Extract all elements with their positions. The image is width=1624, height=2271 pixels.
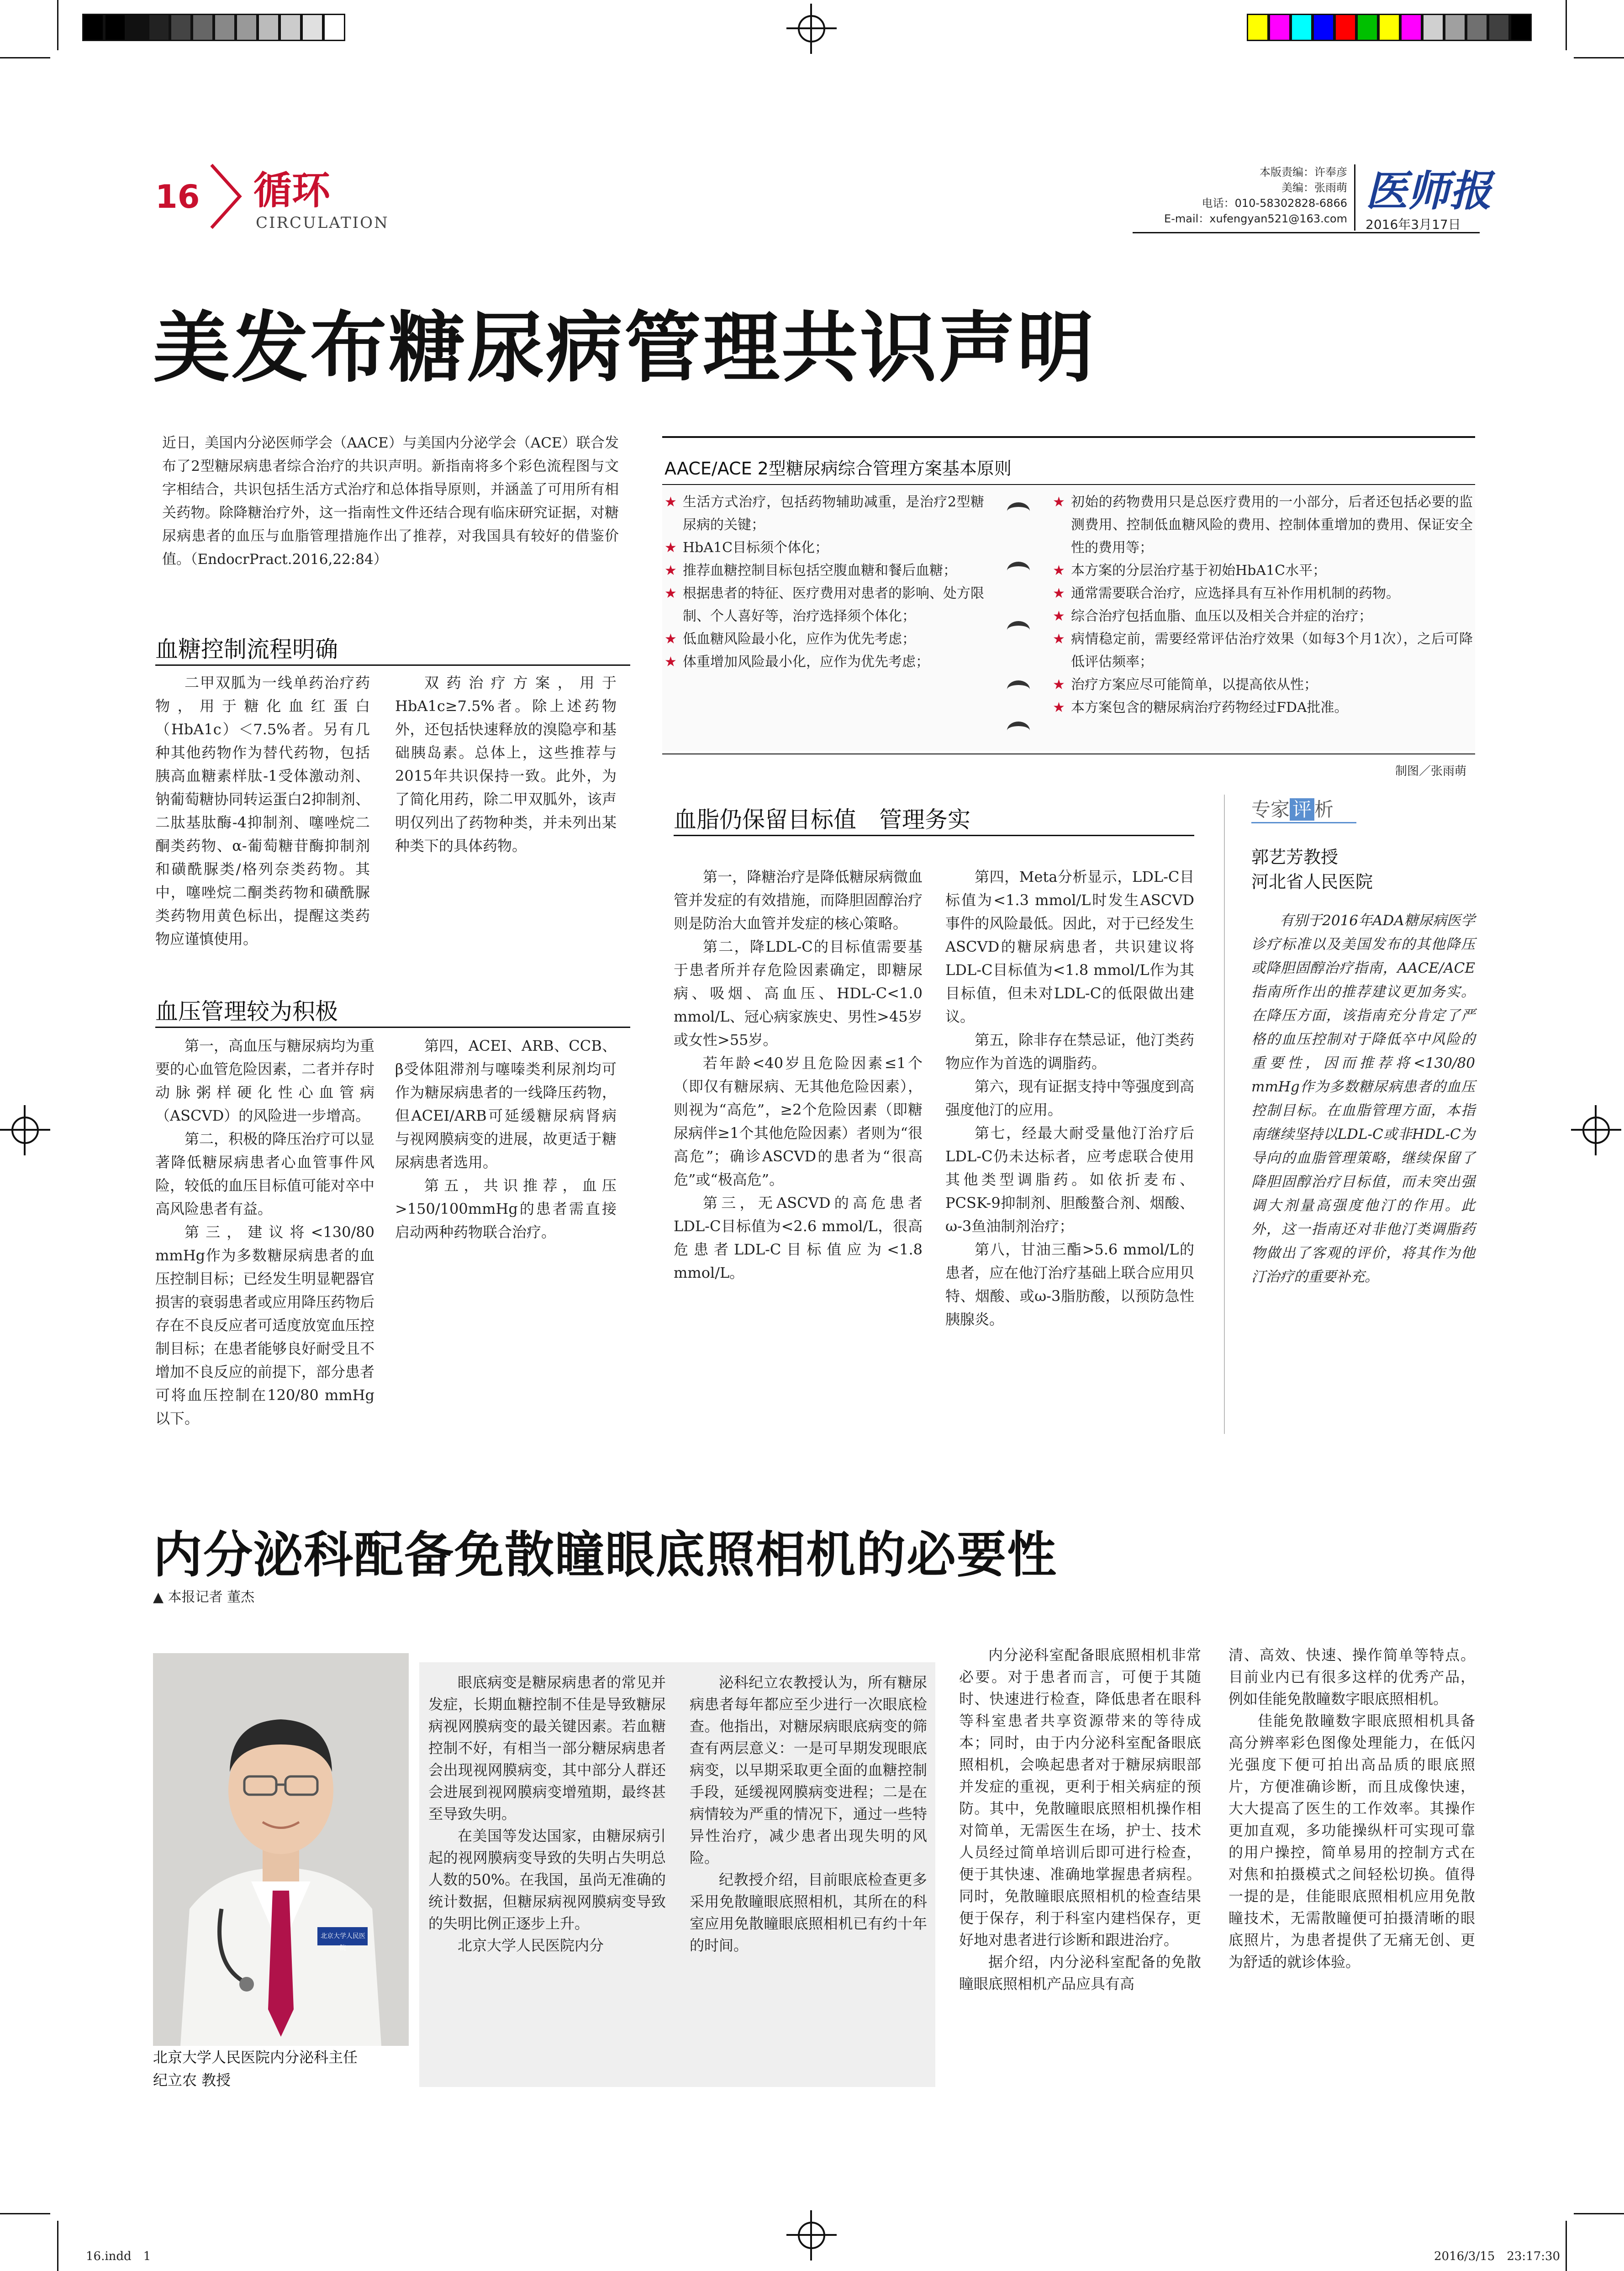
- crop-mark: [1574, 57, 1624, 58]
- page-number: 16: [155, 178, 200, 216]
- color-swatch: [1269, 14, 1291, 41]
- color-swatch: [1247, 14, 1269, 41]
- section-title: 循环: [253, 168, 331, 213]
- color-swatch: [1444, 14, 1466, 41]
- ring-binder-icon: [1007, 621, 1030, 639]
- crop-mark: [57, 0, 58, 50]
- crop-mark: [1574, 2213, 1624, 2214]
- principle-item: ★ HbA1C目标须个体化；: [664, 537, 984, 559]
- ring-binder-icon: [1007, 562, 1030, 580]
- registration-mark-bottom: [786, 2210, 837, 2260]
- article-headline: 美发布糖尿病管理共识声明: [153, 303, 1096, 393]
- header-divider: [1354, 164, 1355, 231]
- principle-item: ★ 推荐血糖控制目标包括空腹血糖和餐后血糖；: [664, 559, 984, 582]
- color-swatch: [1488, 14, 1510, 41]
- graphic-credit: 制图／张雨萌: [1395, 764, 1467, 778]
- principle-item: ★ 通常需要联合治疗，应选择具有互补作用机制的药物。: [1053, 582, 1473, 605]
- crop-mark: [0, 2213, 50, 2214]
- footer-timestamp: 2016/3/15 23:17:30: [1434, 2250, 1561, 2263]
- ring-binder-icon: [1007, 502, 1030, 521]
- principle-item: ★ 综合治疗包括血脂、血压以及相关合并症的治疗；: [1053, 605, 1473, 628]
- color-swatch: [1466, 14, 1488, 41]
- principles-list-left: [664, 491, 984, 674]
- color-swatch: [1356, 14, 1378, 41]
- principle-item: ★ 初始的药物费用只是总医疗费用的一小部分，后者还包括必要的监测费用、控制低血糖风险的费用、控制体重增加的费用、保证安全性的费用等；: [1053, 491, 1473, 559]
- principle-item: ★ 生活方式治疗，包括药物辅助减重，是治疗2型糖尿病的关键；: [664, 491, 984, 537]
- article2-col-2: 泌科纪立农教授认为，所有糖尿病患者每年都应至少进行一次眼底检查。他指出，对糖尿病眼底病变的筛查有两层意义：一是可早期发现眼底病变，以早期采取更全面的血糖控制手段，延缓视网膜病变进程；二是在病情较为严重的情况下，通过一些特异性治疗，减少患者出现失明的风险。 纪教授介绍，目前眼底检查更多采用免散瞳眼底照相机，其所在的科室应用免散瞳眼底照相机已有约十年的时间。: [690, 1674, 927, 1954]
- registration-mark-top: [786, 4, 837, 54]
- registration-mark-left: [0, 1105, 50, 1155]
- principle-item: ★ 根据患者的特征、医疗费用对患者的影响、处方限制、个人喜好等，治疗选择须个体化；: [664, 582, 984, 628]
- article2-col-4: 清、高效、快速、操作简单等特点。目前业内已有很多这样的优秀产品，例如佳能免散瞳数字眼底照相机。 佳能免散瞳数字眼底照相机具备高分辨率彩色图像处理能力，在低闪光强度下便可拍出高品质的眼底照片，方便准确诊断，而且成像快速，大大提高了医生的工作效率。其操作更加直观，多功能操纵杆可实现可靠的用户操控，简单易用的控制方式在对焦和拍摄模式之间轻松切换。值得一提的是，佳能眼底照相机应用免散瞳技术，无需散瞳便可拍摄清晰的眼底照片，为患者提供了无痛无创、更为舒适的就诊体验。: [1229, 1646, 1475, 1971]
- ring-binder-icon: [1007, 680, 1030, 699]
- expert-hospital: 河北省人民医院: [1251, 872, 1373, 892]
- header-rule: [1133, 232, 1480, 233]
- photo-caption: 北京大学人民医院内分泌科主任 纪立农 教授: [153, 2049, 358, 2089]
- expert-byline: [1251, 845, 1373, 894]
- editor-info: 本版责编：许奉彦 美编：张雨萌 电话：010-58302828-6866 E-mail：xufengyan521@163.com: [1164, 166, 1347, 225]
- section-heading-lipid: 血脂仍保留目标值 管理务实: [674, 806, 970, 833]
- lipid-col-2: 第四，Meta分析显示，LDL-C目标值为<1.3 mmol/L时发生ASCVD事件的风险最低。因此，对于已经发生ASCVD的糖尿病患者，共识建议将LDL-C目标值为<1.8 mmol/L作为其目标值，但未对LDL-C的低限做出建议。 第五，除非存在禁忌证，他汀类药物应作为首选的调脂药。 第六，现有证据支持中等强度到高强度他汀的应用。 第七，经最大耐受量他汀治疗后LDL-C仍未达标者，应考虑联合使用其他类型调脂药。如依折麦布、PCSK-9抑制剂、胆酸螯合剂、烟酸、ω-3鱼油制剂治疗； 第八，甘油三酯>5.6 mmol/L的患者，应在他汀治疗基础上联合应用贝特、烟酸、或ω-3脂肪酸，以预防急性胰腺炎。: [945, 868, 1194, 1328]
- footer-file: 16.indd 1: [86, 2250, 151, 2263]
- crop-mark: [0, 57, 50, 58]
- lipid-col-1: 第一，降糖治疗是降低糖尿病微血管并发症的有效措施，而降胆固醇治疗则是防治大血管并发症的核心策略。 第二，降LDL-C的目标值需要基于患者所并存危险因素确定，即糖尿病、吸烟、高血压、HDL-C<1.0 mmol/L、冠心病家族史、男性>45岁或女性>55岁。 若年龄<40岁且危险因素≤1个（即仅有糖尿病、无其他危险因素），则视为“高危”，≥2个危险因素（即糖尿病伴≥1个其他危险因素）者则为“很高危”；确诊ASCVD的患者为“很高危”或“极高危”。 第三，无ASCVD的高危患者LDL-C目标值为<2.6 mmol/L，很高危患者LDL-C目标值应为<1.8 mmol/L。: [674, 868, 923, 1281]
- masthead-logo: 医师报: [1366, 166, 1492, 216]
- principle-item: ★ 体重增加风险最小化，应作为优先考虑；: [664, 651, 984, 674]
- principle-item: ★ 低血糖风险最小化，应作为优先考虑；: [664, 628, 984, 651]
- expert-divider: [1224, 795, 1225, 1434]
- color-swatch: [1400, 14, 1422, 41]
- article2-col-3: 内分泌科室配备眼底照相机非常必要。对于患者而言，可便于其随时、快速进行检查，降低患者在眼科等科室患者共享资源带来的等待成本；同时，由于内分泌科室配备眼底照相机，会唤起患者对于糖尿病眼部并发症的重视，更利于相关病症的预防。其中，免散瞳眼底照相机操作相对简单，无需医生在场，护士、技术人员经过简单培训后即可进行检查，便于其快速、准确地掌握患者病程。同时，免散瞳眼底照相机的检查结果便于保存，利于科室内建档保存，更好地对患者进行诊断和跟进治疗。 据介绍，内分泌科室配备的免散瞳眼底照相机产品应具有高: [959, 1646, 1201, 1992]
- glucose-col-2: 双药治疗方案，用于HbA1c≥7.5%者。除上述药物外，还包括快速释放的溴隐亭和基础胰岛素。总体上，这些推荐与2015年共识保持一致。此外，为了简化用药，除二甲双胍外，该声明仅列出了药物种类，并未列出某种类下的具体药物。: [395, 674, 617, 854]
- crop-mark: [1566, 2221, 1567, 2271]
- section-rule: [155, 1027, 630, 1028]
- principles-box-top-rule: [662, 436, 1475, 438]
- color-swatch: [1291, 14, 1313, 41]
- grayscale-bar: [82, 14, 345, 41]
- principles-box-bottom-rule: [662, 753, 1475, 754]
- glucose-col-1: 二甲双胍为一线单药治疗药物，用于糖化血红蛋白（HbA1c）＜7.5%者。另有几种其他药物作为替代药物，包括胰高血糖素样肽-1受体激动剂、钠葡萄糖协同转运蛋白2抑制剂、二肽基肽酶-4抑制剂、噻唑烷二酮类药物、α-葡萄糖苷酶抑制剂和磺酰脲类/格列奈类药物。其中，噻唑烷二酮类药物和磺酰脲类药物用黄色标出，提醒这类药物应谨慎使用。: [155, 674, 370, 948]
- section-heading-bp: 血压管理较为积极: [155, 998, 338, 1025]
- crop-mark: [1566, 0, 1567, 50]
- hospital-badge: 北京大学人民医院: [321, 1933, 365, 1952]
- color-swatch: [1378, 14, 1400, 41]
- color-swatch: [1422, 14, 1444, 41]
- color-swatch: [1510, 14, 1532, 41]
- issue-date: 2016年3月17日: [1366, 217, 1461, 232]
- principle-item: ★ 病情稳定前，需要经常评估治疗效果（如每3个月1次），之后可降低评估频率；: [1053, 628, 1473, 674]
- expert-commentary: 有别于2016年ADA糖尿病医学诊疗标准以及美国发布的其他降压或降胆固醇治疗指南，AACE/ACE指南所作出的推荐建议更加务实。在降压方面，该指南充分肯定了严格的血压控制对于降低卒中风险的重要性，因而推荐将<130/80 mmHg作为多数糖尿病患者的血压控制目标。在血脂管理方面，本指南继续坚持以LDL-C或非HDL-C为导向的血脂管理策略，继续保留了降胆固醇治疗目标值，而未突出强调大剂量高强度他汀的作用。此外，这一指南还对非他汀类调脂药物做出了客观的评价，将其作为他汀治疗的重要补充。: [1251, 912, 1475, 1285]
- color-swatch: [1313, 14, 1334, 41]
- bp-col-1: 第一，高血压与糖尿病均为重要的心血管危险因素，二者并存时动脉粥样硬化性心血管病（ASCVD）的风险进一步增高。 第二，积极的降压治疗可以显著降低糖尿病患者心血管事件风险，较低的血压目标值可能对卒中高风险患者有益。 第三，建议将<130/80 mmHg作为多数糖尿病患者的血压控制目标；已经发生明显靶器官损害的衰弱患者或应用降压药物后存在不良反应者可适度放宽血压控制目标；在患者能够良好耐受且不增加不良反应的前提下，部分患者可将血压控制在120/80 mmHg以下。: [155, 1037, 375, 1427]
- article2-byline: ▲ 本报记者 董杰: [153, 1589, 255, 1605]
- color-bar: [1247, 14, 1532, 41]
- section-rule: [155, 664, 630, 666]
- color-swatch: [1334, 14, 1356, 41]
- article-intro: 近日，美国内分泌医师学会（AACE）与美国内分泌学会（ACE）联合发布了2型糖尿病患者综合治疗的共识声明。新指南将多个彩色流程图与文字相结合，共识包括生活方式治疗和总体指导原则，并涵盖了可用所有相关药物。除降糖治疗外，这一指南性文件还结合现有临床研究证据，对糖尿病患者的血压与血脂管理措施作出了推荐，对我国具有较好的借鉴价值。（EndocrPract.2016,22:84）: [162, 435, 619, 568]
- doctor-photo: [153, 1653, 409, 2046]
- principles-list-right: [1053, 491, 1473, 719]
- principle-item: ★ 本方案的分层治疗基于初始HbA1C水平；: [1053, 559, 1473, 582]
- section-subtitle: CIRCULATION: [256, 214, 389, 232]
- bp-col-2: 第四，ACEI、ARB、CCB、β受体阻滞剂与噻嗪类利尿剂均可作为糖尿病患者的一线降压药物，但ACEI/ARB可延缓糖尿病肾病与视网膜病变的进展，故更适于糖尿病患者选用。 第五，共识推荐，血压>150/100mmHg的患者需直接启动两种药物联合治疗。: [395, 1037, 617, 1241]
- principles-box-title: AACE/ACE 2型糖尿病综合管理方案基本原则: [664, 458, 1012, 479]
- registration-mark-right: [1571, 1105, 1621, 1155]
- expert-tag: 专家 评 析: [1251, 798, 1334, 821]
- crop-mark: [57, 2221, 58, 2271]
- expert-tag-rule: [1251, 822, 1356, 823]
- principle-item: ★ 治疗方案应尽可能简单，以提高依从性；: [1053, 674, 1473, 696]
- principles-box-rule: [662, 484, 1475, 485]
- ring-binder-icon: [1007, 722, 1030, 740]
- section-heading-glucose: 血糖控制流程明确: [155, 636, 338, 663]
- chevron-icon: [208, 162, 244, 231]
- article2-headline: 内分泌科配备免散瞳眼底照相机的必要性: [153, 1527, 1058, 1584]
- section-rule: [674, 835, 1194, 836]
- article2-col-1: 眼底病变是糖尿病患者的常见并发症，长期血糖控制不佳是导致糖尿病视网膜病变的最关键因素。若血糖控制不好，有相当一部分糖尿病患者会出现视网膜病变，其中部分人群还会进展到视网膜病变增殖期，最终甚至导致失明。 在美国等发达国家，由糖尿病引起的视网膜病变导致的失明占失明总人数的50%。在我国，虽尚无准确的统计数据，但糖尿病视网膜病变导致的失明比例正逐步上升。 北京大学人民医院内分: [428, 1674, 666, 1954]
- principle-item: ★ 本方案包含的糖尿病治疗药物经过FDA批准。: [1053, 696, 1473, 719]
- expert-name: 郭艺芳教授: [1251, 847, 1339, 867]
